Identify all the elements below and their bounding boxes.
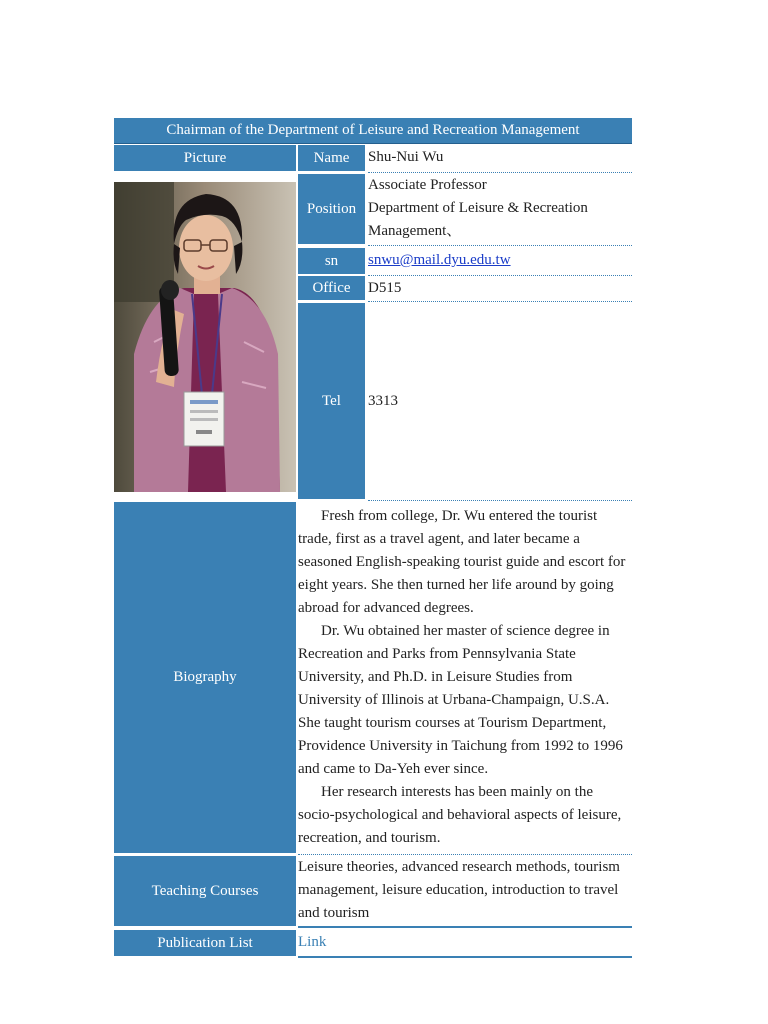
portrait-image — [114, 182, 296, 492]
office-label: Office — [298, 276, 365, 300]
publication-list-value — [298, 930, 632, 958]
name-label: Name — [298, 145, 365, 171]
tel-label: Tel — [298, 303, 365, 499]
position-title: Associate Professor — [368, 177, 487, 193]
biography-paragraph-3: Her research interests has been mainly on the socio-psychological and behavioral aspects of leisure, recreation, and tourism. — [298, 784, 622, 846]
page-title: Chairman of the Department of Leisure and Recreation Management — [114, 118, 632, 143]
sn-label: sn — [298, 248, 365, 274]
office-value: D515 — [368, 276, 632, 302]
profile-photo — [114, 182, 296, 492]
biography-label: Biography — [114, 502, 296, 853]
tel-number: 3313 — [368, 393, 398, 409]
biography-text — [298, 504, 632, 855]
teaching-courses-value: Leisure theories, advanced research methods, tourism management, leisure education, introduction to travel and tourism — [298, 856, 632, 928]
position-label: Position — [298, 174, 365, 244]
name-value: Shu-Nui Wu — [368, 145, 632, 173]
email-link[interactable]: snwu@mail.dyu.edu.tw — [368, 252, 511, 268]
publication-link[interactable]: Link — [298, 934, 327, 950]
tel-value — [368, 303, 632, 501]
email-value — [368, 248, 632, 276]
position-department: Department of Leisure & Recreation Management、 — [368, 200, 588, 239]
biography-paragraph-2: Dr. Wu obtained her master of science degree in Recreation and Parks from Pennsylvania State University, and Ph.D. in Leisure Studies from University of Illinois at Urbana-Champaign, U.S.A. She taught tourism courses at Tourism Department, Providence University in Taichung from 1992 to 1996 and came to Da-Yeh ever since. — [298, 623, 623, 777]
biography-paragraph-1: Fresh from college, Dr. Wu entered the tourist trade, first as a travel agent, and later became a seasoned English-speaking tourist guide and escort for eight years. She then turned her life around by going abroad for advanced degrees. — [298, 508, 626, 616]
teaching-courses-label: Teaching Courses — [114, 856, 296, 926]
position-value — [368, 174, 632, 246]
picture-label: Picture — [114, 145, 296, 171]
publication-list-label: Publication List — [114, 930, 296, 956]
